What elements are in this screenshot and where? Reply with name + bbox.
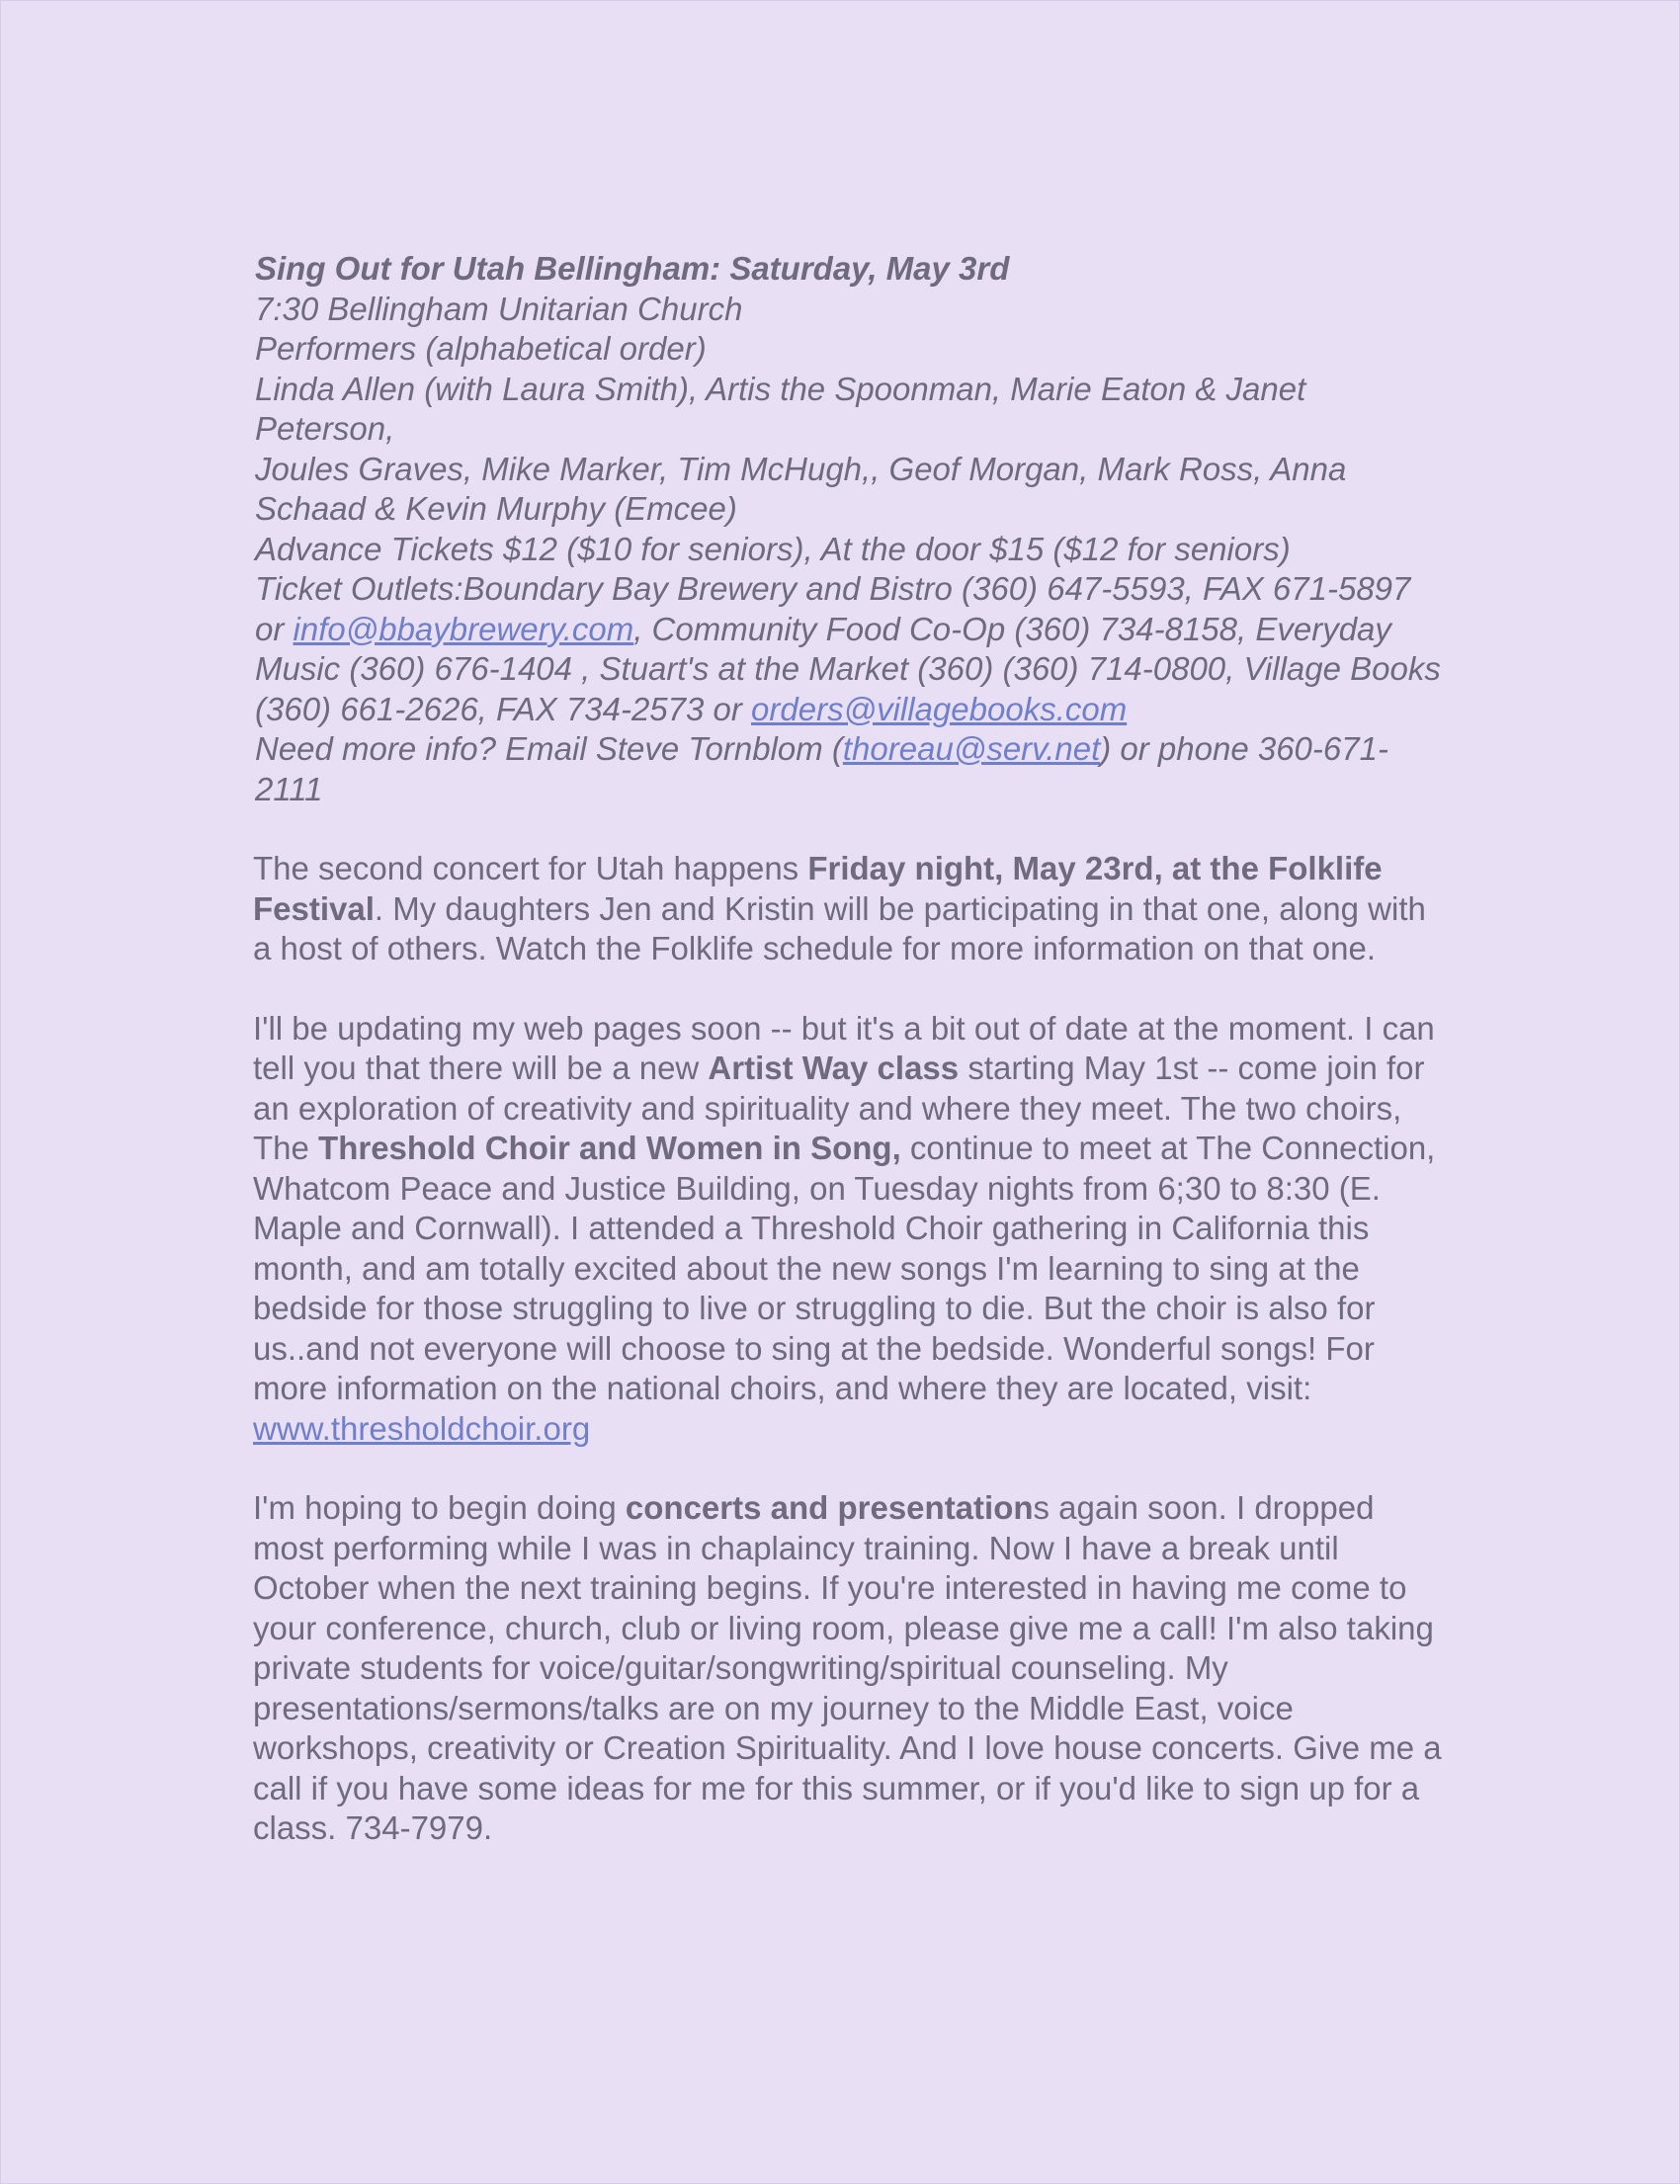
artist-way-highlight: Artist Way class <box>708 1050 960 1086</box>
para3-text-b: s again soon. I dropped most performing while I was in chaplaincy training. Now I have a break until October when the next training begins. If you're interested in having me come to your conference, church, club or living room, please give me a call! I'm also taking private students for voice/guitar/songwriting/spiritual counseling. My presentations/sermons/talks are on my journey to the Middle East, voice workshops, creativity or Creation Spirituality. And I love house concerts. Give me a call if you have some ideas for me for this summer, or if you'd like to sign up for a class. 734-7979. <box>253 1489 1442 1846</box>
para2-text-b: starting May 1st -- come join for an exploration of creativity and spirituality and where they meet. The two choirs, The <box>253 1050 1425 1166</box>
info-text-1: Need more info? Email Steve Tornblom ( <box>255 730 843 767</box>
folklife-paragraph <box>253 849 1449 969</box>
event-time-venue: 7:30 Bellingham Unitarian Church <box>255 290 743 327</box>
ticket-prices: Advance Tickets $12 ($10 for seniors), At the door $15 ($12 for seniors) <box>255 530 1291 567</box>
classes-paragraph <box>253 1009 1449 1450</box>
performers-line-1: Linda Allen (with Laura Smith), Artis the Spoonman, Marie Eaton & Janet Peterson, <box>255 370 1306 447</box>
bbay-email-link[interactable]: info@bbaybrewery.com <box>293 610 634 647</box>
choirs-highlight: Threshold Choir and Women in Song, <box>318 1130 901 1166</box>
document-body <box>255 249 1480 1849</box>
para1-text-b: . My daughters Jen and Kristin will be participating in that one, along with a host of others. Watch the Folklife schedule for more information on that one. <box>253 889 1426 966</box>
outlets-text-1: Ticket Outlets:Boundary Bay Brewery and Bistro (360) 647-5593, FAX 671-5897 or <box>255 570 1411 647</box>
event-heading: Sing Out for Utah Bellingham: Saturday, May 3rd <box>255 250 1010 287</box>
villagebooks-email-link[interactable]: orders@villagebooks.com <box>751 690 1128 727</box>
folklife-highlight: Friday night, May 23rd, at the Folklife Festival <box>253 850 1383 927</box>
concerts-paragraph <box>253 1488 1449 1849</box>
performers-line-2: Joules Graves, Mike Marker, Tim McHugh,, Geof Morgan, Mark Ross, Anna Schaad & Kevin Murphy (Emcee) <box>255 450 1347 527</box>
threshold-choir-link[interactable]: www.thresholdchoir.org <box>253 1409 591 1447</box>
more-info <box>255 729 1441 809</box>
para3-text-a: I'm hoping to begin doing <box>253 1489 626 1526</box>
para2-text-c: continue to meet at The Connection, Whatcom Peace and Justice Building, on Tuesday nights from 6;30 to 8:30 (E. Maple and Cornwall). I attended a Threshold Choir gathering in California this month, and am totally excited about the new songs I'm learning to sing at the bedside for those struggling to live or struggling to die. But the choir is also for us..and not everyone will choose to sing at the bedside. Wonderful songs! For more information on the national choirs, and where they are located, visit: <box>253 1130 1436 1406</box>
para1-text-a: The second concert for Utah happens <box>253 850 808 886</box>
para2-text-a: I'll be updating my web pages soon -- but it's a bit out of date at the moment. I can tell you that there will be a new <box>253 1009 1435 1086</box>
concerts-highlight: concerts and presentation <box>625 1489 1034 1526</box>
performers-label: Performers (alphabetical order) <box>255 330 707 367</box>
ticket-outlets <box>255 569 1441 729</box>
outlets-text-2: , Community Food Co-Op (360) 734-8158, Everyday Music (360) 676-1404 , Stuart's at the Market (360) (360) 714-0800, Village Books (360) 661-2626, FAX 734-2573 or <box>255 610 1441 727</box>
info-text-2: ) or phone 360-671-2111 <box>255 730 1388 807</box>
event-announcement <box>255 249 1441 809</box>
thoreau-email-link[interactable]: thoreau@serv.net <box>842 730 1101 767</box>
